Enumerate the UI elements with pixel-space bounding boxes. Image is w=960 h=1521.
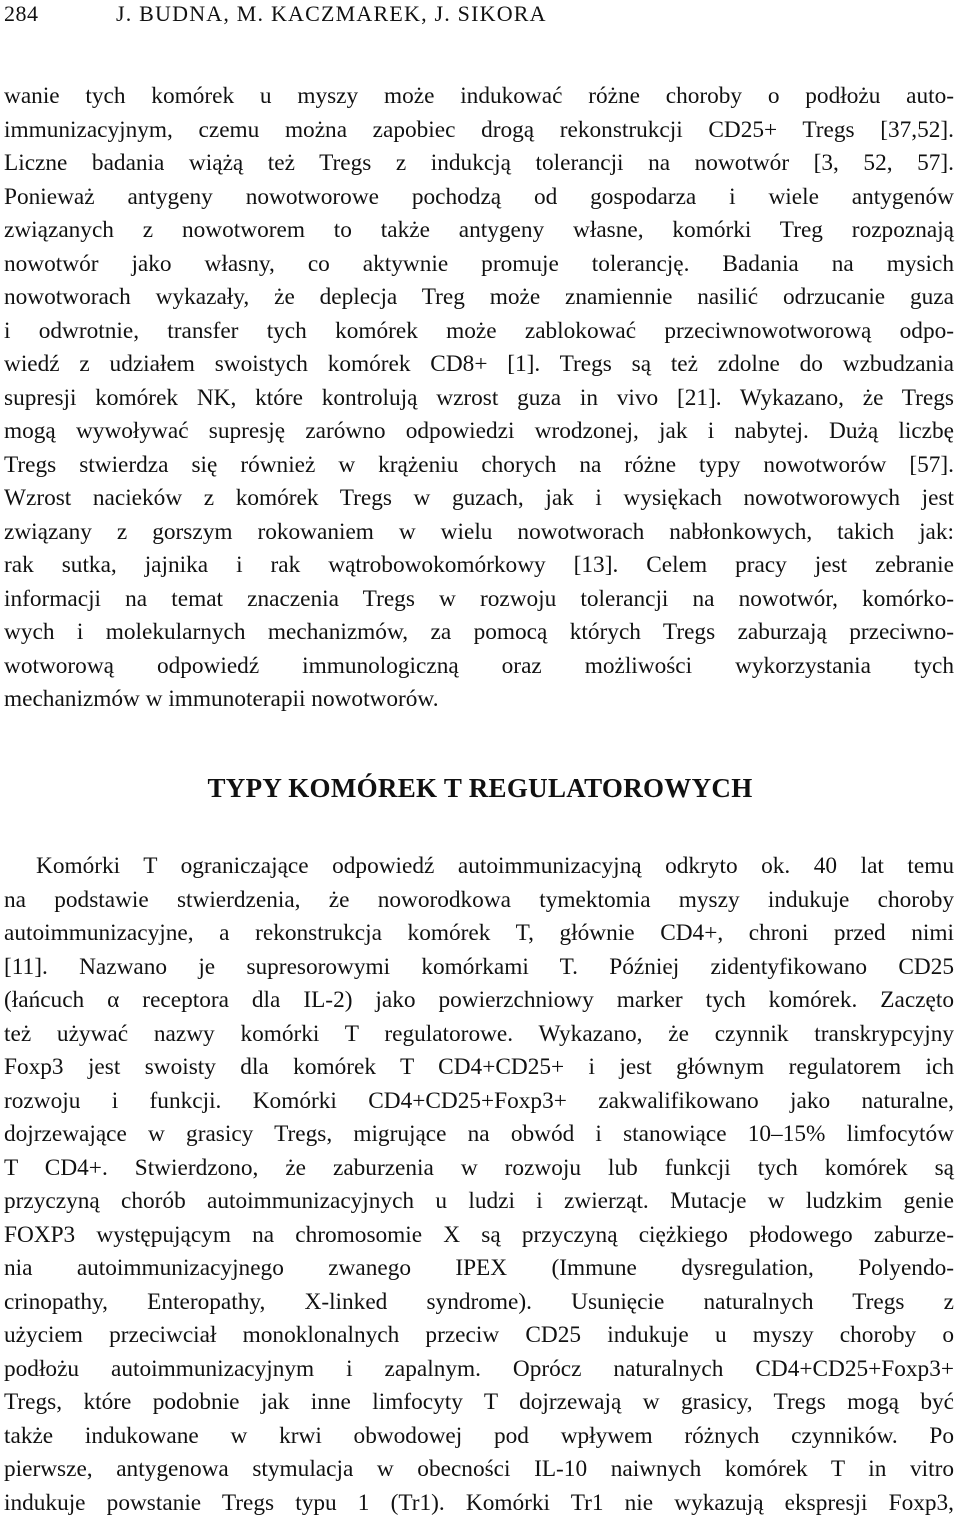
- section-heading: TYPY KOMÓREK T REGULATOROWYCH: [207, 773, 753, 803]
- text-line: Tregs stwierdza się również w krążeniu chorych na różne typy nowotworów [57].: [4, 452, 954, 478]
- text-line: także indukowane w krwi obwodowej pod wpływem różnych czynników. Po: [4, 1423, 954, 1449]
- running-head-authors: J. BUDNA, M. KACZMAREK, J. SIKORA: [116, 1, 547, 26]
- text-line: Komórki T ograniczające odpowiedź autoimmunizacyjną odkryto ok. 40 lat temu: [36, 853, 954, 879]
- text-line: Foxp3 jest swoisty dla komórek T CD4+CD25+ i jest głównym regulatorem ich: [4, 1054, 954, 1080]
- text-line: nowotworach wykazały, że deplecja Treg może znamiennie nasilić odrzucanie guza: [4, 284, 954, 310]
- text-line: przyczyną chorób autoimmunizacyjnych u ludzi i zwierząt. Mutacje w ludzkim genie: [4, 1188, 954, 1214]
- text-line: Wzrost nacieków z komórek Tregs w guzach, jak i wysiękach nowotworowych jest: [4, 485, 954, 511]
- text-line: dojrzewające w grasicy Tregs, migrujące na obwód i stanowiące 10–15% limfocytów: [4, 1121, 954, 1147]
- text-line: immunizacyjnym, czemu można zapobiec drogą rekonstrukcji CD25+ Tregs [37,52].: [4, 117, 954, 143]
- text-line: użyciem przeciwciał monoklonalnych przeciw CD25 indukuje u myszy choroby o: [4, 1322, 954, 1348]
- text-line: mechanizmów w immunoterapii nowotworów.: [4, 686, 439, 712]
- text-line: rozwoju i funkcji. Komórki CD4+CD25+Foxp3+ zakwalifikowano jako naturalne,: [4, 1088, 954, 1114]
- text-line: i odwrotnie, transfer tych komórek może zablokować przeciwnowotworową odpo-: [4, 318, 954, 344]
- text-line: na podstawie stwierdzenia, że noworodkowa tymektomia myszy indukuje choroby: [4, 887, 954, 913]
- text-line: wych i molekularnych mechanizmów, za pomocą których Tregs zaburzają przeciwno-: [4, 619, 954, 645]
- text-line: crinopathy, Enteropathy, X-linked syndrome). Usunięcie naturalnych Tregs z: [4, 1289, 954, 1315]
- text-line: FOXP3 występującym na chromosomie X są przyczyną ciężkiego płodowego zaburze-: [4, 1222, 954, 1248]
- text-line: indukuje powstanie Tregs typu 1 (Tr1). Komórki Tr1 nie wykazują ekspresji Foxp3,: [4, 1490, 954, 1516]
- text-line: [11]. Nazwano je supresorowymi komórkami T. Później zidentyfikowano CD25: [4, 954, 954, 980]
- text-line: T CD4+. Stwierdzono, że zaburzenia w rozwoju lub funkcji tych komórek są: [4, 1155, 954, 1181]
- page-number: 284: [4, 1, 39, 26]
- text-line: wotworową odpowiedź immunologiczną oraz możliwości wykorzystania tych: [4, 653, 954, 679]
- text-line: mogą wywoływać supresję zarówno odpowiedzi wrodzonej, jak i nabytej. Dużą liczbę: [4, 418, 954, 444]
- running-header: [0, 0, 960, 34]
- text-line: związany z gorszym rokowaniem w wielu nowotworach nabłonkowych, takich jak:: [4, 519, 954, 545]
- text-line: pierwsze, antygenowa stymulacja w obecności IL-10 naiwnych komórek T in vitro: [4, 1456, 954, 1482]
- text-line: związanych z nowotworem to także antygeny własne, komórki Treg rozpoznają: [4, 217, 954, 243]
- text-line: (łańcuch α receptora dla IL-2) jako powierzchniowy marker tych komórek. Zaczęto: [4, 987, 954, 1013]
- text-line: supresji komórek NK, które kontrolują wzrost guza in vivo [21]. Wykazano, że Tregs: [4, 385, 954, 411]
- text-line: Ponieważ antygeny nowotworowe pochodzą od gospodarza i wiele antygenów: [4, 184, 954, 210]
- text-line: też używać nazwy komórki T regulatorowe. Wykazano, że czynnik transkrypcyjny: [4, 1021, 954, 1047]
- text-line: rak sutka, jajnika i rak wątrobowokomórkowy [13]. Celem pracy jest zebranie: [4, 552, 954, 578]
- text-line: informacji na temat znaczenia Tregs w rozwoju tolerancji na nowotwór, komórko-: [4, 586, 954, 612]
- text-line: nowotwór jako własny, co aktywnie promuje tolerancję. Badania na mysich: [4, 251, 954, 277]
- text-line: Tregs, które podobnie jak inne limfocyty T dojrzewają w grasicy, Tregs mogą być: [4, 1389, 954, 1415]
- text-line: Liczne badania wiążą też Tregs z indukcją tolerancji na nowotwór [3, 52, 57].: [4, 150, 954, 176]
- text-line: autoimmunizacyjne, a rekonstrukcja komórek T, głównie CD4+, chroni przed nimi: [4, 920, 954, 946]
- text-line: wiedź z udziałem swoistych komórek CD8+ [1]. Tregs są też zdolne do wzbudzania: [4, 351, 954, 377]
- text-line: nia autoimmunizacyjnego zwanego IPEX (Immune dysregulation, Polyendo-: [4, 1255, 954, 1281]
- text-line: wanie tych komórek u myszy może indukować różne choroby o podłożu auto-: [4, 83, 954, 109]
- text-line: podłożu autoimmunizacyjnym i zapalnym. Oprócz naturalnych CD4+CD25+Foxp3+: [4, 1356, 954, 1382]
